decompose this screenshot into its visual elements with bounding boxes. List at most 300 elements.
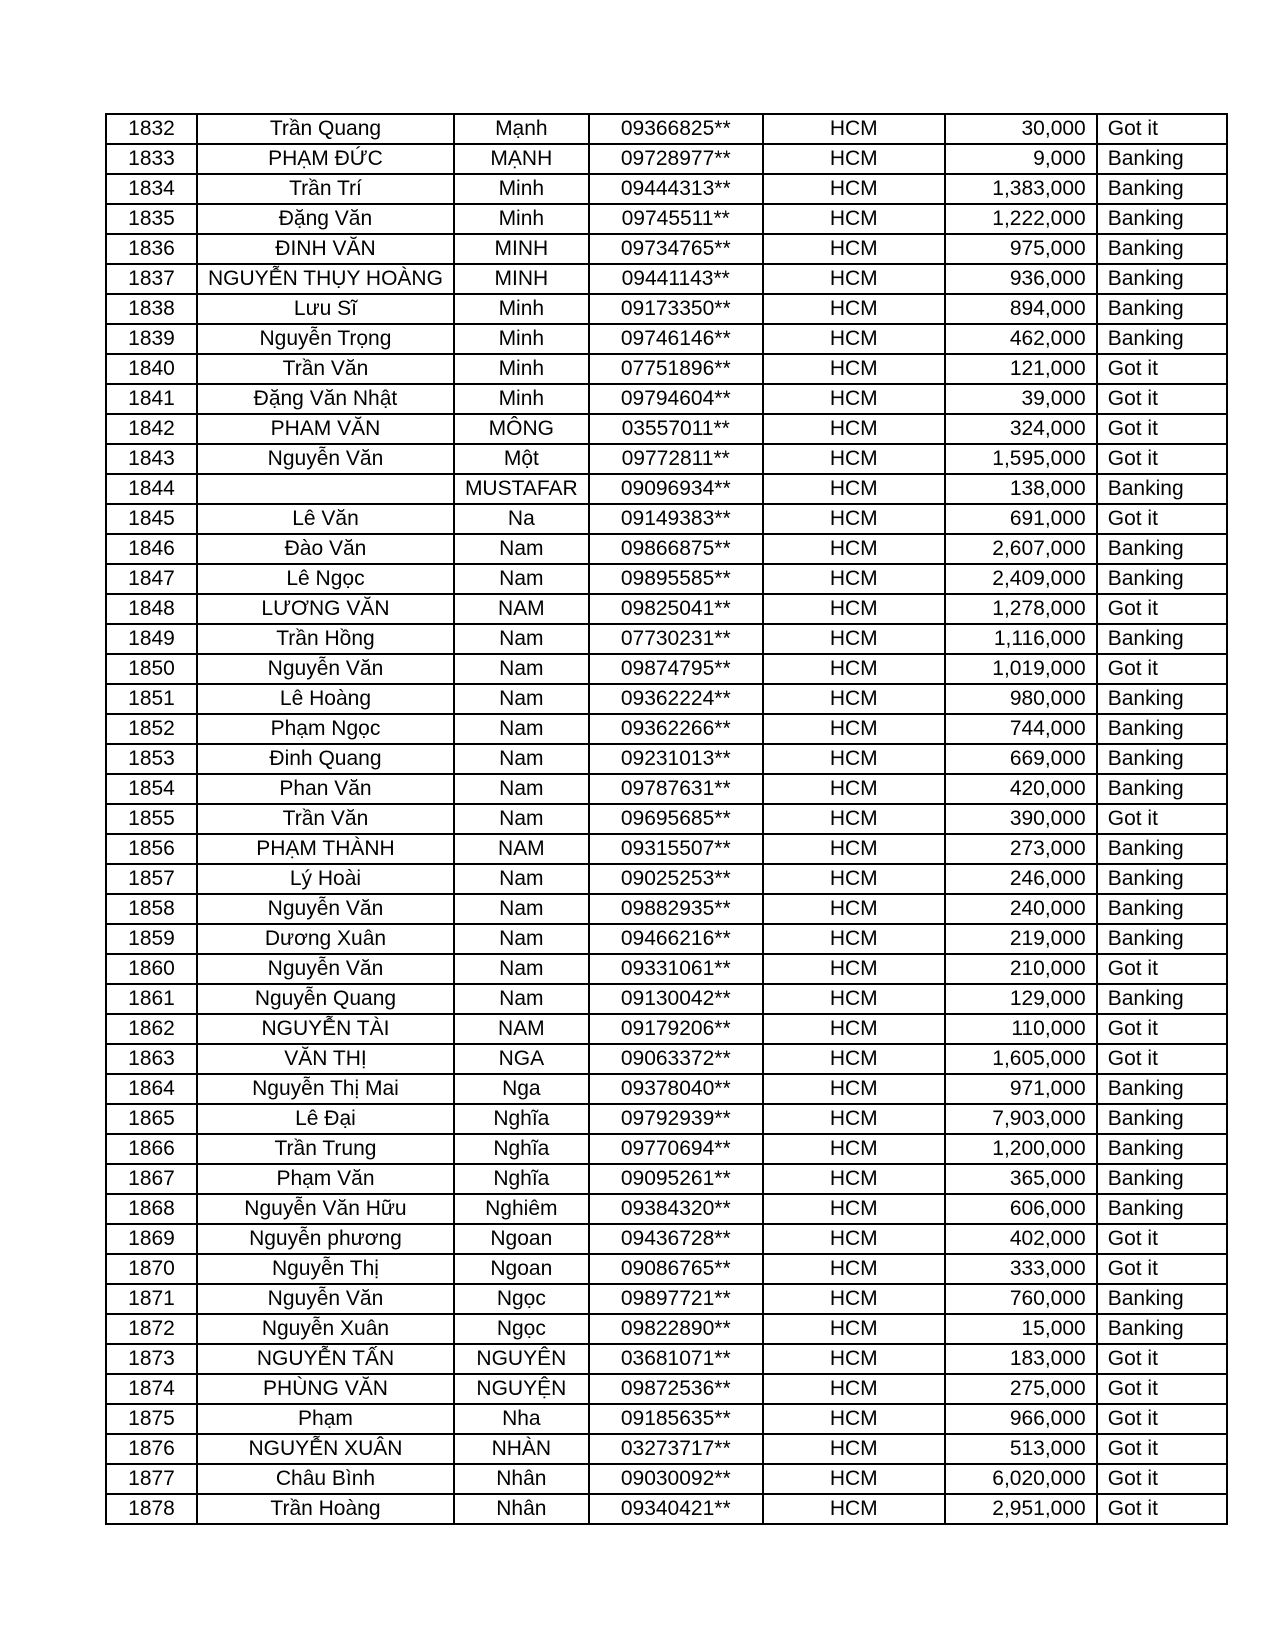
payment-method-cell: Banking [1097, 1164, 1227, 1194]
payment-method-cell: Banking [1097, 864, 1227, 894]
row-number-cell: 1864 [106, 1074, 197, 1104]
surname-cell: Lê Ngọc [197, 564, 454, 594]
surname-cell: Dương Xuân [197, 924, 454, 954]
table-row [106, 144, 1227, 174]
table-row [106, 354, 1227, 384]
given-name-cell: Nam [454, 654, 589, 684]
amount-cell: 210,000 [945, 954, 1097, 984]
table-row [106, 534, 1227, 564]
table-row [106, 1014, 1227, 1044]
phone-cell: 09734765** [589, 234, 763, 264]
phone-cell: 09746146** [589, 324, 763, 354]
surname-cell: NGUYỄN XUÂN [197, 1434, 454, 1464]
phone-cell: 09173350** [589, 294, 763, 324]
phone-cell: 03557011** [589, 414, 763, 444]
amount-cell: 975,000 [945, 234, 1097, 264]
given-name-cell: NGUYÊN [454, 1344, 589, 1374]
table-row [106, 294, 1227, 324]
amount-cell: 980,000 [945, 684, 1097, 714]
city-cell: HCM [763, 534, 945, 564]
row-number-cell: 1872 [106, 1314, 197, 1344]
table-row [106, 834, 1227, 864]
given-name-cell: MINH [454, 264, 589, 294]
surname-cell: Trần Hoàng [197, 1494, 454, 1524]
table-row [106, 714, 1227, 744]
payment-method-cell: Banking [1097, 774, 1227, 804]
phone-cell: 07730231** [589, 624, 763, 654]
given-name-cell: Nam [454, 564, 589, 594]
surname-cell: Nguyễn Văn Hữu [197, 1194, 454, 1224]
payment-method-cell: Banking [1097, 294, 1227, 324]
row-number-cell: 1876 [106, 1434, 197, 1464]
given-name-cell: Minh [454, 294, 589, 324]
city-cell: HCM [763, 1194, 945, 1224]
surname-cell: PHẠM ĐỨC [197, 144, 454, 174]
table-row [106, 654, 1227, 684]
city-cell: HCM [763, 204, 945, 234]
surname-cell: Lưu Sĩ [197, 294, 454, 324]
surname-cell: Phạm Văn [197, 1164, 454, 1194]
payment-method-cell: Got it [1097, 504, 1227, 534]
table-row [106, 444, 1227, 474]
payment-method-cell: Got it [1097, 1374, 1227, 1404]
row-number-cell: 1852 [106, 714, 197, 744]
given-name-cell: Một [454, 444, 589, 474]
given-name-cell: Nha [454, 1404, 589, 1434]
phone-cell: 09792939** [589, 1104, 763, 1134]
phone-cell: 09384320** [589, 1194, 763, 1224]
payment-method-cell: Got it [1097, 1434, 1227, 1464]
row-number-cell: 1834 [106, 174, 197, 204]
table-row [106, 594, 1227, 624]
phone-cell: 09882935** [589, 894, 763, 924]
phone-cell: 09149383** [589, 504, 763, 534]
given-name-cell: Ngọc [454, 1284, 589, 1314]
city-cell: HCM [763, 804, 945, 834]
phone-cell: 09745511** [589, 204, 763, 234]
payment-method-cell: Banking [1097, 1284, 1227, 1314]
amount-cell: 971,000 [945, 1074, 1097, 1104]
given-name-cell: Nam [454, 864, 589, 894]
table-row [106, 1314, 1227, 1344]
table-row [106, 624, 1227, 654]
phone-cell: 09695685** [589, 804, 763, 834]
payment-method-cell: Got it [1097, 954, 1227, 984]
city-cell: HCM [763, 744, 945, 774]
given-name-cell: Nam [454, 924, 589, 954]
payment-method-cell: Banking [1097, 684, 1227, 714]
phone-cell: 09315507** [589, 834, 763, 864]
payment-method-cell: Got it [1097, 414, 1227, 444]
table-row [106, 384, 1227, 414]
surname-cell: Châu Bình [197, 1464, 454, 1494]
amount-cell: 2,951,000 [945, 1494, 1097, 1524]
city-cell: HCM [763, 384, 945, 414]
payment-method-cell: Banking [1097, 474, 1227, 504]
row-number-cell: 1869 [106, 1224, 197, 1254]
city-cell: HCM [763, 1074, 945, 1104]
row-number-cell: 1874 [106, 1374, 197, 1404]
table-row [106, 804, 1227, 834]
given-name-cell: MÔNG [454, 414, 589, 444]
phone-cell: 09185635** [589, 1404, 763, 1434]
city-cell: HCM [763, 594, 945, 624]
row-number-cell: 1855 [106, 804, 197, 834]
amount-cell: 1,200,000 [945, 1134, 1097, 1164]
surname-cell: Lê Văn [197, 504, 454, 534]
row-number-cell: 1837 [106, 264, 197, 294]
row-number-cell: 1853 [106, 744, 197, 774]
city-cell: HCM [763, 1014, 945, 1044]
given-name-cell: Na [454, 504, 589, 534]
surname-cell: Nguyễn phương [197, 1224, 454, 1254]
phone-cell: 09362224** [589, 684, 763, 714]
city-cell: HCM [763, 144, 945, 174]
payment-method-cell: Got it [1097, 1224, 1227, 1254]
surname-cell: Trần Trung [197, 1134, 454, 1164]
phone-cell: 09231013** [589, 744, 763, 774]
given-name-cell: Minh [454, 324, 589, 354]
phone-cell: 09866875** [589, 534, 763, 564]
table-row [106, 1404, 1227, 1434]
row-number-cell: 1835 [106, 204, 197, 234]
city-cell: HCM [763, 774, 945, 804]
surname-cell: Nguyễn Văn [197, 954, 454, 984]
phone-cell: 09822890** [589, 1314, 763, 1344]
payment-method-cell: Banking [1097, 744, 1227, 774]
row-number-cell: 1877 [106, 1464, 197, 1494]
given-name-cell: Nam [454, 954, 589, 984]
city-cell: HCM [763, 1374, 945, 1404]
given-name-cell: Nga [454, 1074, 589, 1104]
row-number-cell: 1832 [106, 114, 197, 144]
phone-cell: 09063372** [589, 1044, 763, 1074]
payment-method-cell: Got it [1097, 354, 1227, 384]
phone-cell: 03681071** [589, 1344, 763, 1374]
given-name-cell: NHÀN [454, 1434, 589, 1464]
phone-cell: 09095261** [589, 1164, 763, 1194]
table-row [106, 264, 1227, 294]
payment-method-cell: Banking [1097, 894, 1227, 924]
city-cell: HCM [763, 564, 945, 594]
city-cell: HCM [763, 684, 945, 714]
amount-cell: 966,000 [945, 1404, 1097, 1434]
surname-cell: Đào Văn [197, 534, 454, 564]
table-row [106, 1104, 1227, 1134]
amount-cell: 365,000 [945, 1164, 1097, 1194]
table-row [106, 564, 1227, 594]
row-number-cell: 1833 [106, 144, 197, 174]
payment-method-cell: Got it [1097, 384, 1227, 414]
city-cell: HCM [763, 1404, 945, 1434]
amount-cell: 275,000 [945, 1374, 1097, 1404]
given-name-cell: Nam [454, 774, 589, 804]
amount-cell: 462,000 [945, 324, 1097, 354]
amount-cell: 936,000 [945, 264, 1097, 294]
city-cell: HCM [763, 984, 945, 1014]
surname-cell [197, 474, 454, 504]
amount-cell: 894,000 [945, 294, 1097, 324]
city-cell: HCM [763, 1284, 945, 1314]
row-number-cell: 1850 [106, 654, 197, 684]
table-row [106, 1254, 1227, 1284]
table-row [106, 1134, 1227, 1164]
city-cell: HCM [763, 714, 945, 744]
surname-cell: LƯƠNG VĂN [197, 594, 454, 624]
amount-cell: 513,000 [945, 1434, 1097, 1464]
given-name-cell: Mạnh [454, 114, 589, 144]
city-cell: HCM [763, 1164, 945, 1194]
city-cell: HCM [763, 414, 945, 444]
given-name-cell: Minh [454, 384, 589, 414]
payment-method-cell: Got it [1097, 594, 1227, 624]
given-name-cell: Minh [454, 174, 589, 204]
payment-method-cell: Got it [1097, 654, 1227, 684]
table-row [106, 1374, 1227, 1404]
surname-cell: Đặng Văn Nhật [197, 384, 454, 414]
given-name-cell: Nam [454, 804, 589, 834]
surname-cell: Đinh Quang [197, 744, 454, 774]
phone-cell: 09787631** [589, 774, 763, 804]
city-cell: HCM [763, 324, 945, 354]
row-number-cell: 1867 [106, 1164, 197, 1194]
phone-cell: 09331061** [589, 954, 763, 984]
payment-method-cell: Banking [1097, 624, 1227, 654]
phone-cell: 09340421** [589, 1494, 763, 1524]
city-cell: HCM [763, 1134, 945, 1164]
row-number-cell: 1838 [106, 294, 197, 324]
phone-cell: 09728977** [589, 144, 763, 174]
city-cell: HCM [763, 174, 945, 204]
city-cell: HCM [763, 474, 945, 504]
payment-method-cell: Got it [1097, 1344, 1227, 1374]
payment-method-cell: Got it [1097, 1404, 1227, 1434]
phone-cell: 09825041** [589, 594, 763, 624]
amount-cell: 15,000 [945, 1314, 1097, 1344]
payment-method-cell: Banking [1097, 924, 1227, 954]
surname-cell: Phạm Ngọc [197, 714, 454, 744]
row-number-cell: 1849 [106, 624, 197, 654]
table-row [106, 954, 1227, 984]
amount-cell: 219,000 [945, 924, 1097, 954]
row-number-cell: 1860 [106, 954, 197, 984]
table-row [106, 474, 1227, 504]
payment-method-cell: Banking [1097, 264, 1227, 294]
surname-cell: PHÙNG VĂN [197, 1374, 454, 1404]
payment-method-cell: Banking [1097, 534, 1227, 564]
city-cell: HCM [763, 234, 945, 264]
table-row [106, 894, 1227, 924]
given-name-cell: NAM [454, 1014, 589, 1044]
payment-method-cell: Got it [1097, 1254, 1227, 1284]
row-number-cell: 1856 [106, 834, 197, 864]
surname-cell: Nguyễn Xuân [197, 1314, 454, 1344]
city-cell: HCM [763, 924, 945, 954]
table-row [106, 684, 1227, 714]
amount-cell: 1,116,000 [945, 624, 1097, 654]
payment-method-cell: Banking [1097, 1194, 1227, 1224]
amount-cell: 1,222,000 [945, 204, 1097, 234]
amount-cell: 246,000 [945, 864, 1097, 894]
amount-cell: 2,409,000 [945, 564, 1097, 594]
phone-cell: 09179206** [589, 1014, 763, 1044]
payment-method-cell: Got it [1097, 1014, 1227, 1044]
surname-cell: ĐINH VĂN [197, 234, 454, 264]
payment-method-cell: Got it [1097, 114, 1227, 144]
row-number-cell: 1839 [106, 324, 197, 354]
given-name-cell: Ngoan [454, 1224, 589, 1254]
table-row [106, 1284, 1227, 1314]
given-name-cell: NGUYỆN [454, 1374, 589, 1404]
payment-method-cell: Banking [1097, 984, 1227, 1014]
city-cell: HCM [763, 1314, 945, 1344]
amount-cell: 1,605,000 [945, 1044, 1097, 1074]
surname-cell: NGUYỄN TÀI [197, 1014, 454, 1044]
city-cell: HCM [763, 1434, 945, 1464]
row-number-cell: 1840 [106, 354, 197, 384]
phone-cell: 07751896** [589, 354, 763, 384]
surname-cell: NGUYỄN THỤY HOÀNG [197, 264, 454, 294]
amount-cell: 39,000 [945, 384, 1097, 414]
phone-cell: 09030092** [589, 1464, 763, 1494]
surname-cell: Nguyễn Văn [197, 894, 454, 924]
given-name-cell: Nghĩa [454, 1134, 589, 1164]
city-cell: HCM [763, 1464, 945, 1494]
table-row [106, 1464, 1227, 1494]
surname-cell: Nguyễn Thị [197, 1254, 454, 1284]
payment-method-cell: Banking [1097, 564, 1227, 594]
row-number-cell: 1861 [106, 984, 197, 1014]
surname-cell: Lê Hoàng [197, 684, 454, 714]
city-cell: HCM [763, 354, 945, 384]
row-number-cell: 1873 [106, 1344, 197, 1374]
given-name-cell: Nam [454, 624, 589, 654]
given-name-cell: Nam [454, 714, 589, 744]
given-name-cell: Minh [454, 204, 589, 234]
amount-cell: 30,000 [945, 114, 1097, 144]
amount-cell: 129,000 [945, 984, 1097, 1014]
amount-cell: 390,000 [945, 804, 1097, 834]
phone-cell: 09436728** [589, 1224, 763, 1254]
phone-cell: 09086765** [589, 1254, 763, 1284]
table-row [106, 234, 1227, 264]
city-cell: HCM [763, 294, 945, 324]
given-name-cell: Ngọc [454, 1314, 589, 1344]
amount-cell: 273,000 [945, 834, 1097, 864]
payment-method-cell: Got it [1097, 804, 1227, 834]
surname-cell: PHẠM THÀNH [197, 834, 454, 864]
phone-cell: 03273717** [589, 1434, 763, 1464]
city-cell: HCM [763, 444, 945, 474]
row-number-cell: 1847 [106, 564, 197, 594]
amount-cell: 1,019,000 [945, 654, 1097, 684]
city-cell: HCM [763, 1104, 945, 1134]
row-number-cell: 1871 [106, 1284, 197, 1314]
amount-cell: 333,000 [945, 1254, 1097, 1284]
table-row [106, 324, 1227, 354]
amount-cell: 606,000 [945, 1194, 1097, 1224]
amount-cell: 138,000 [945, 474, 1097, 504]
row-number-cell: 1848 [106, 594, 197, 624]
amount-cell: 760,000 [945, 1284, 1097, 1314]
amount-cell: 669,000 [945, 744, 1097, 774]
payment-method-cell: Banking [1097, 834, 1227, 864]
row-number-cell: 1875 [106, 1404, 197, 1434]
surname-cell: Đặng Văn [197, 204, 454, 234]
surname-cell: VĂN THỊ [197, 1044, 454, 1074]
phone-cell: 09770694** [589, 1134, 763, 1164]
row-number-cell: 1868 [106, 1194, 197, 1224]
city-cell: HCM [763, 1494, 945, 1524]
amount-cell: 183,000 [945, 1344, 1097, 1374]
phone-cell: 09794604** [589, 384, 763, 414]
payment-method-cell: Banking [1097, 1314, 1227, 1344]
phone-cell: 09441143** [589, 264, 763, 294]
surname-cell: PHAM VĂN [197, 414, 454, 444]
city-cell: HCM [763, 1224, 945, 1254]
city-cell: HCM [763, 834, 945, 864]
surname-cell: Lý Hoài [197, 864, 454, 894]
table-row [106, 114, 1227, 144]
payment-method-cell: Got it [1097, 1464, 1227, 1494]
given-name-cell: Nghiêm [454, 1194, 589, 1224]
table-row [106, 1494, 1227, 1524]
given-name-cell: Ngoan [454, 1254, 589, 1284]
row-number-cell: 1836 [106, 234, 197, 264]
phone-cell: 09378040** [589, 1074, 763, 1104]
city-cell: HCM [763, 864, 945, 894]
payment-method-cell: Banking [1097, 1134, 1227, 1164]
table-row [106, 1194, 1227, 1224]
amount-cell: 691,000 [945, 504, 1097, 534]
phone-cell: 09096934** [589, 474, 763, 504]
given-name-cell: Nhân [454, 1464, 589, 1494]
phone-cell: 09466216** [589, 924, 763, 954]
city-cell: HCM [763, 504, 945, 534]
row-number-cell: 1863 [106, 1044, 197, 1074]
row-number-cell: 1845 [106, 504, 197, 534]
surname-cell: NGUYỄN TẤN [197, 1344, 454, 1374]
payment-method-cell: Banking [1097, 234, 1227, 264]
amount-cell: 110,000 [945, 1014, 1097, 1044]
row-number-cell: 1851 [106, 684, 197, 714]
city-cell: HCM [763, 654, 945, 684]
amount-cell: 1,383,000 [945, 174, 1097, 204]
city-cell: HCM [763, 624, 945, 654]
surname-cell: Trần Văn [197, 354, 454, 384]
surname-cell: Nguyễn Văn [197, 444, 454, 474]
phone-cell: 09895585** [589, 564, 763, 594]
surname-cell: Trần Trí [197, 174, 454, 204]
table-row [106, 1164, 1227, 1194]
phone-cell: 09872536** [589, 1374, 763, 1404]
given-name-cell: Nghĩa [454, 1164, 589, 1194]
surname-cell: Phạm [197, 1404, 454, 1434]
given-name-cell: Nhân [454, 1494, 589, 1524]
surname-cell: Trần Quang [197, 114, 454, 144]
given-name-cell: MUSTAFAR [454, 474, 589, 504]
surname-cell: Nguyễn Văn [197, 654, 454, 684]
row-number-cell: 1865 [106, 1104, 197, 1134]
payment-method-cell: Got it [1097, 444, 1227, 474]
amount-cell: 402,000 [945, 1224, 1097, 1254]
payment-method-cell: Banking [1097, 1074, 1227, 1104]
amount-cell: 121,000 [945, 354, 1097, 384]
amount-cell: 324,000 [945, 414, 1097, 444]
amount-cell: 420,000 [945, 774, 1097, 804]
table-row [106, 204, 1227, 234]
surname-cell: Trần Hồng [197, 624, 454, 654]
